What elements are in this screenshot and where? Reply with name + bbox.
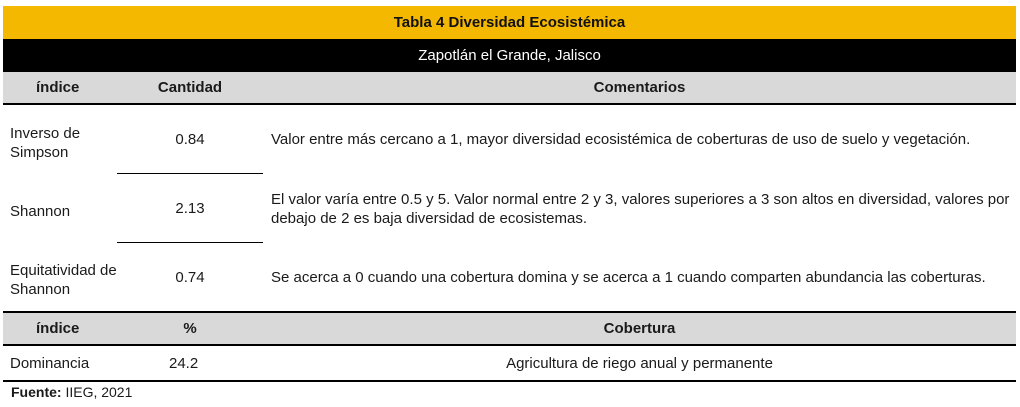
header-percent: % bbox=[183, 320, 197, 337]
table-row bbox=[3, 243, 1016, 313]
row-cantidad: 0.74 bbox=[175, 268, 205, 286]
header-cantidad: Cantidad bbox=[157, 79, 223, 96]
diversity-table bbox=[3, 6, 1016, 400]
row-comentario: Se acerca a 0 cuando una cobertura domina y se acerca a 1 cuando comparten abundancia las coberturas. bbox=[271, 268, 986, 286]
header-indice: índice bbox=[36, 320, 80, 337]
header-cobertura: Cobertura bbox=[603, 320, 676, 337]
table-row bbox=[3, 105, 1016, 174]
row-comentario: Valor entre más cercano a 1, mayor diversidad ecosistémica de coberturas de uso de suelo y vegetación. bbox=[271, 131, 971, 148]
table-row bbox=[3, 174, 1016, 243]
table-source bbox=[3, 382, 1016, 400]
table-header bbox=[3, 72, 1016, 105]
source-text: IIEG, 2021 bbox=[61, 384, 133, 400]
table-header-cobertura bbox=[3, 313, 1016, 346]
table-subtitle: Zapotlán el Grande, Jalisco bbox=[3, 39, 1016, 72]
row-cantidad: 0.84 bbox=[117, 105, 263, 174]
header-indice: índice bbox=[36, 79, 80, 96]
row-comentario: El valor varía entre 0.5 y 5. Valor normal entre 2 y 3, valores superiores a 3 son altos en diversidad, valores por debajo de 2 es baja diversidad de ecosistemas. bbox=[271, 190, 1010, 227]
source-label: Fuente: bbox=[11, 384, 62, 400]
row-indice: Equitatividad de Shannon bbox=[10, 262, 117, 298]
row-indice: Dominancia bbox=[10, 354, 90, 372]
header-comentarios: Comentarios bbox=[593, 79, 686, 96]
table-row-dominancia bbox=[3, 346, 1016, 382]
table-title: Tabla 4 Diversidad Ecosistémica bbox=[3, 6, 1016, 39]
row-indice: Shannon bbox=[10, 203, 71, 220]
row-cantidad: 2.13 bbox=[117, 174, 263, 243]
row-cobertura: Agricultura de riego anual y permanente bbox=[506, 354, 773, 372]
row-indice: Inverso de Simpson bbox=[10, 124, 81, 161]
row-percent: 24.2 bbox=[169, 354, 199, 372]
